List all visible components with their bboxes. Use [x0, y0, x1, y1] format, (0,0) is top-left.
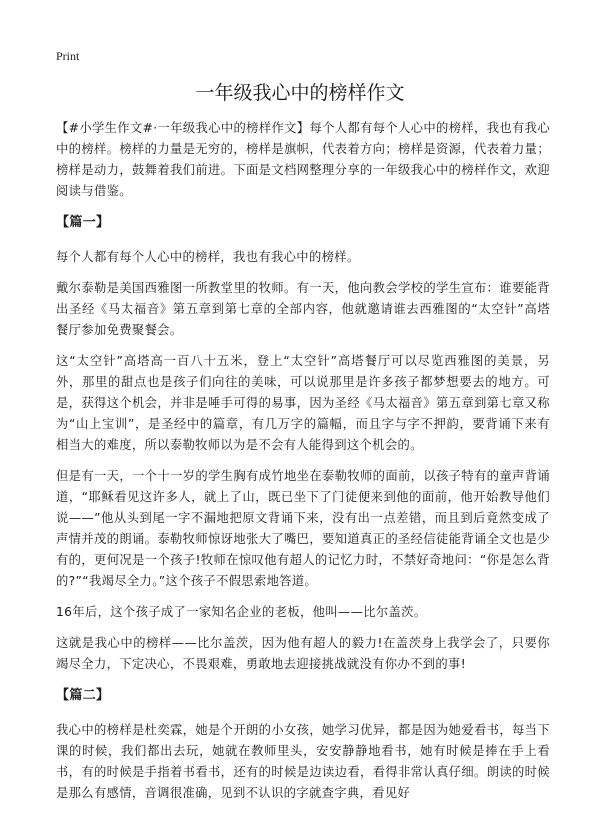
article-body — [56, 118, 550, 814]
paragraph: 我心中的榜样是杜奕霖，她是个开朗的小女孩，她学习优异，都是因为她爱看书，每当下课的时候，我们都出去玩，她就在教师里头，安安静静地看书，她有时候是捧在手上看书，有的时候是手指着书看书，还有的时候是边读边看，看得非常认真仔细。朗读的时候是那么有感情，音调很准确，见到不认识的字就查字典，看见好 — [56, 723, 550, 800]
section-heading-1: 【篇一】 — [56, 215, 110, 230]
paragraph: 但是有一天，一个十一岁的学生胸有成竹地坐在泰勒牧师的面前，以孩子特有的童声背诵道，“耶稣看见这许多人，就上了山，既已坐下了门徒便来到他的面前，他开始教导他们说——”他从头到尾一字不漏地把原文背诵下来，没有出一点差错，而且到后竟然变成了声情并茂的朗诵。泰勒牧师惊讶地张大了嘴巴，要知道真正的圣经信徒能背诵全文也是少有的，更何况是一个孩子!牧师在惊叹他有超人的记忆力时，不禁好奇地问：“你是怎么背的?”“我竭尽全力。”这个孩子不假思索地答道。 — [56, 469, 550, 588]
paragraph: 16年后，这个孩子成了一家知名企业的老板，他叫——比尔盖茨。 — [56, 605, 427, 619]
page-title: 一年级我心中的榜样作文 — [195, 82, 405, 104]
paragraph: 这“太空针”高塔高一百八十五米，登上“太空针”高塔餐厅可以尽览西雅图的美景，另外，那里的甜点也是孩子们向往的美味，可以说那里是许多孩子都梦想要去的地方。可是，获得这个机会，并非是唾手可得的易事，因为圣经《马太福音》第五章到第七章又称为“山上宝训”，是圣经中的篇章，有几万字的篇幅，而且字与字不押韵，要背诵下来有相当大的难度，所以泰勒牧师以为是不会有人能得到这个机会的。 — [56, 354, 550, 452]
paragraph: 戴尔泰勒是美国西雅图一所教堂里的牧师。有一天，他向教会学校的学生宣布：谁要能背出圣经《马太福音》第五章到第七章的全部内容，他就邀请谁去西雅图的“太空针”高塔餐厅参加免费聚餐会。 — [56, 281, 550, 337]
intro-paragraph: 【#小学生作文#·一年级我心中的榜样作文】每个人都有每个人心中的榜样，我也有我心中的榜样。榜样的力量是无穷的，榜样是旗帜，代表着方向；榜样是资源，代表着力量；榜样是动力，鼓舞着我们前进。下面是文档网整理分享的一年级我心中的榜样作文，欢迎阅读与借鉴。 — [56, 121, 550, 198]
paragraph: 每个人都有每个人心中的榜样，我也有我心中的榜样。 — [56, 250, 360, 264]
print-link[interactable]: Print — [56, 49, 80, 63]
section-heading-2: 【篇二】 — [56, 688, 110, 703]
paragraph: 这就是我心中的榜样——比尔盖茨，因为他有超人的毅力!在盖茨身上我学会了，只要你竭尽全力，下定决心，不畏艰难，勇敢地去迎接挑战就没有你办不到的事! — [56, 636, 550, 671]
